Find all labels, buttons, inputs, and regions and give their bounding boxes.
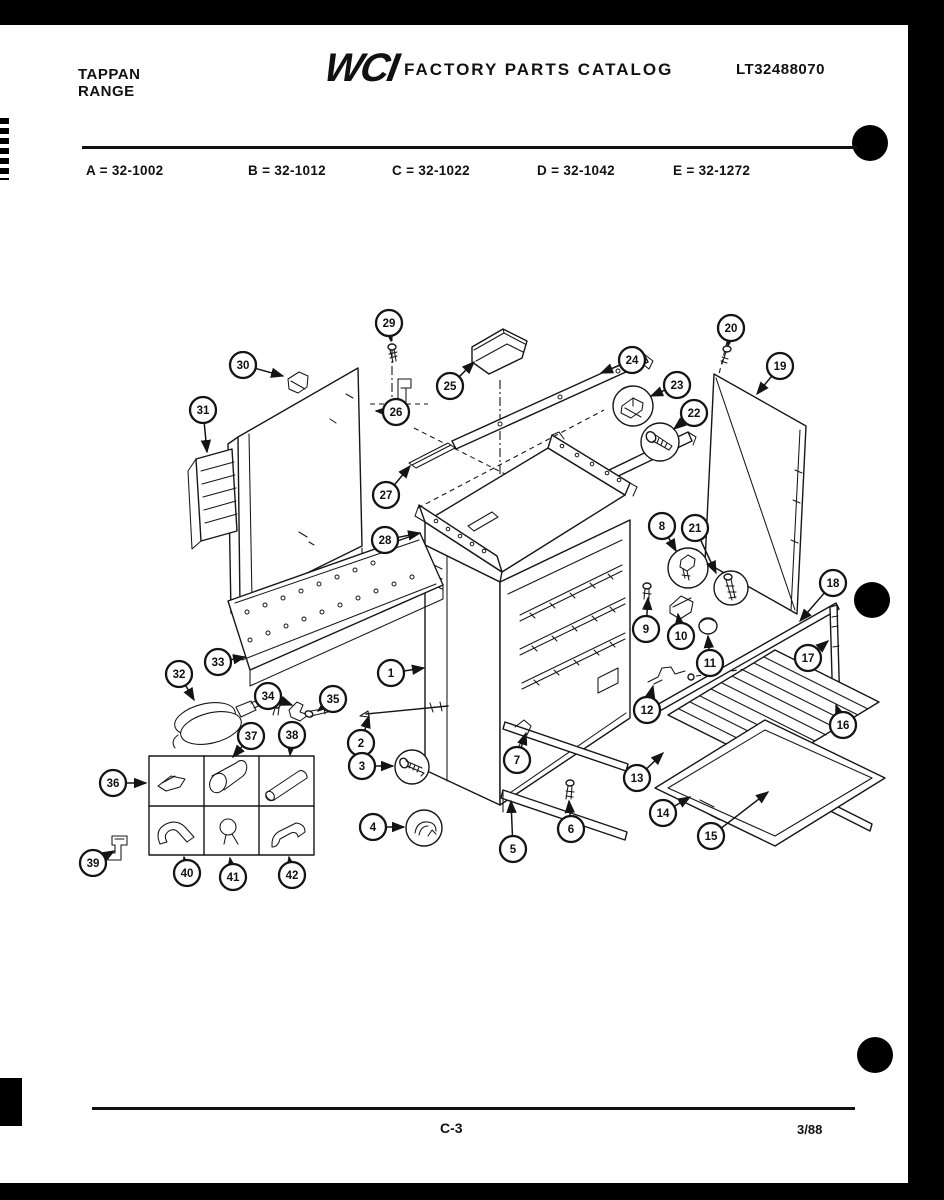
svg-text:25: 25	[443, 381, 457, 393]
callout-24	[601, 347, 645, 373]
callout-40	[174, 857, 200, 886]
registration-dot-bottom	[857, 1037, 893, 1073]
callout-32	[166, 661, 194, 700]
screw-6-drawing	[566, 780, 574, 799]
model-code-b: B = 32-1012	[248, 163, 326, 178]
callout-38	[279, 722, 305, 755]
callout-33	[205, 649, 245, 675]
brand-block	[78, 66, 140, 100]
callout-29	[376, 310, 402, 341]
footer-rule	[92, 1107, 855, 1110]
svg-text:18: 18	[826, 578, 840, 590]
screw-detail-3-drawing	[395, 750, 429, 784]
date-code: 3/88	[797, 1122, 823, 1137]
screw-detail-22-drawing	[641, 423, 679, 461]
callout-19	[757, 353, 793, 394]
clip-detail-4-drawing	[406, 810, 442, 846]
svg-text:20: 20	[724, 323, 738, 335]
svg-text:34: 34	[261, 691, 275, 703]
svg-text:11: 11	[703, 658, 717, 670]
handle-cap-25-drawing	[472, 329, 527, 374]
model-code-a: A = 32-1002	[86, 163, 164, 178]
callout-31	[190, 397, 216, 452]
callout-41	[220, 858, 246, 890]
svg-text:22: 22	[687, 408, 701, 420]
callout-6	[558, 801, 584, 842]
svg-text:23: 23	[670, 380, 684, 392]
bracket-39-drawing	[108, 836, 127, 860]
svg-text:32: 32	[172, 669, 186, 681]
callout-3	[349, 753, 393, 779]
callout-27	[373, 466, 410, 508]
callout-9	[633, 598, 659, 642]
callout-13	[624, 753, 663, 791]
scan-mark-left-top	[0, 118, 9, 180]
svg-text:16: 16	[836, 720, 850, 732]
screw-20-drawing	[721, 346, 731, 364]
callout-26	[376, 399, 409, 425]
svg-text:2: 2	[357, 738, 365, 750]
scan-bar-right	[908, 0, 944, 1200]
callout-17	[795, 641, 828, 671]
svg-text:1: 1	[387, 668, 395, 680]
callout-5	[500, 801, 526, 862]
svg-text:13: 13	[630, 773, 644, 785]
callout-35	[318, 686, 346, 712]
svg-text:40: 40	[180, 868, 194, 880]
callout-12	[634, 686, 660, 723]
oven-body-drawing	[415, 432, 637, 805]
header-rule	[82, 146, 857, 149]
callout-23	[651, 372, 690, 398]
callout-30	[230, 352, 283, 378]
svg-text:19: 19	[773, 361, 787, 373]
screw-29-drawing	[388, 344, 397, 362]
model-code-d: D = 32-1042	[537, 163, 615, 178]
svg-text:31: 31	[196, 405, 210, 417]
svg-text:9: 9	[642, 624, 650, 636]
bracket-27-drawing	[409, 443, 455, 468]
callout-20	[718, 315, 744, 346]
svg-text:3: 3	[358, 761, 366, 773]
svg-text:42: 42	[285, 870, 299, 882]
registration-dot-top	[852, 125, 888, 161]
svg-text:17: 17	[801, 653, 815, 665]
brand-line-2: RANGE	[78, 83, 135, 100]
svg-text:36: 36	[106, 778, 120, 790]
registration-dot-middle	[854, 582, 890, 618]
svg-text:41: 41	[226, 872, 240, 884]
callout-34	[255, 683, 292, 709]
bracket-34-35-drawing	[273, 702, 328, 721]
accessory-grid-drawing	[149, 756, 314, 855]
callout-2	[348, 716, 374, 756]
svg-text:6: 6	[567, 824, 575, 836]
callout-22	[674, 400, 707, 429]
svg-text:35: 35	[326, 694, 340, 706]
svg-text:21: 21	[688, 523, 702, 535]
clip-30-drawing	[288, 372, 308, 393]
catalog-title: FACTORY PARTS CATALOG	[404, 60, 674, 79]
scan-band-top	[0, 0, 944, 25]
door-panel-14-drawing	[655, 720, 885, 846]
svg-text:27: 27	[379, 490, 393, 502]
svg-text:30: 30	[236, 360, 250, 372]
callout-14	[650, 797, 690, 826]
svg-text:10: 10	[674, 631, 688, 643]
svg-text:15: 15	[704, 831, 718, 843]
callout-25	[437, 362, 474, 399]
model-code-e: E = 32-1272	[673, 163, 751, 178]
svg-text:38: 38	[285, 730, 299, 742]
callout-11	[697, 636, 723, 676]
callout-39	[80, 850, 114, 876]
document-number: LT32488070	[736, 61, 825, 78]
svg-text:29: 29	[382, 318, 396, 330]
callout-10	[668, 614, 694, 649]
svg-text:14: 14	[656, 808, 670, 820]
svg-text:5: 5	[509, 844, 517, 856]
svg-text:24: 24	[625, 355, 639, 367]
svg-text:8: 8	[658, 521, 666, 533]
callout-1	[378, 660, 424, 686]
brand-line-1: TAPPAN	[78, 66, 141, 83]
bracket-12-drawing	[648, 667, 694, 684]
bolt-detail-21-drawing	[714, 571, 748, 605]
callout-42	[279, 857, 305, 888]
svg-text:4: 4	[369, 822, 377, 834]
svg-text:26: 26	[389, 407, 403, 419]
spacer-detail-23-drawing	[613, 386, 653, 426]
scan-band-bottom	[0, 1183, 944, 1200]
svg-text:39: 39	[86, 858, 100, 870]
wci-logo: WCI	[321, 46, 401, 90]
model-code-c: C = 32-1022	[392, 163, 470, 178]
svg-text:33: 33	[211, 657, 225, 669]
bolt-detail-8-drawing	[668, 548, 708, 588]
callout-36	[100, 770, 146, 796]
callout-4	[360, 814, 404, 840]
svg-text:37: 37	[244, 731, 258, 743]
svg-text:12: 12	[640, 705, 654, 717]
svg-text:7: 7	[513, 755, 521, 767]
scan-mark-left-bottom	[0, 1078, 22, 1126]
page-code: C-3	[440, 1120, 463, 1136]
svg-text:28: 28	[378, 535, 392, 547]
callout-8	[649, 513, 676, 551]
